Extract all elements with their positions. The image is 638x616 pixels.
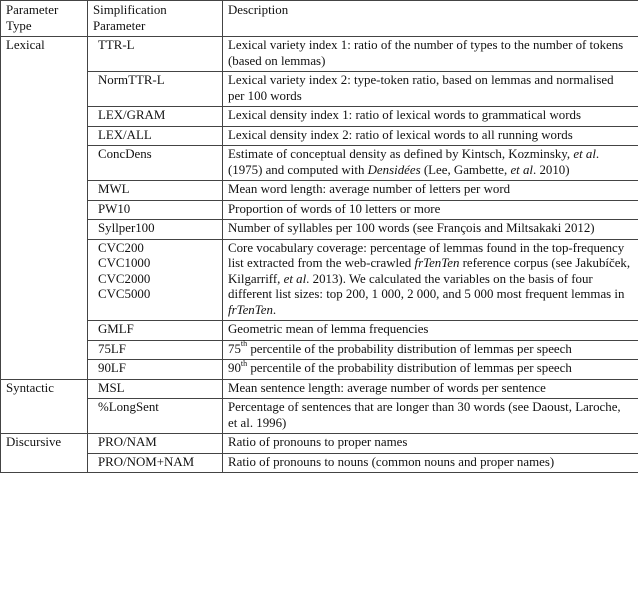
desc-italic: et al: [573, 147, 596, 161]
desc-text: Core vocabulary coverage: percentage of lemmas found in the top-frequency list extracted from the web-crawled: [228, 240, 625, 270]
desc-cell: [223, 239, 638, 321]
ordinal-suffix: th: [240, 339, 248, 349]
desc-cell: Lexical variety index 2: type-token ratio, based on lemmas and normalised per 100 words: [223, 72, 638, 107]
table-row: [1, 126, 638, 146]
param-cell: PRO/NAM: [88, 434, 223, 454]
param-cell: MWL: [88, 181, 223, 201]
header-simplification-parameter: Simplification Parameter: [88, 1, 223, 37]
desc-cell: Proportion of words of 10 letters or more: [223, 200, 638, 220]
table-row: [1, 181, 638, 201]
table-row: [1, 239, 638, 321]
table-row: [1, 220, 638, 240]
param-cell: NormTTR-L: [88, 72, 223, 107]
param-line: CVC2000: [98, 271, 151, 286]
param-line: CVC5000: [98, 287, 151, 301]
param-line: CVC200: [98, 240, 144, 255]
desc-text: reference corpus (see Jakubíček, Kilgarriff,: [228, 256, 631, 286]
desc-cell: Lexical density index 2: ratio of lexical words to all running words: [223, 126, 638, 146]
desc-text: . 2010): [533, 162, 570, 177]
desc-cell: Percentage of sentences that are longer than 30 words (see Daoust, Laroche, et al. 1996): [223, 399, 638, 434]
param-cell: LEX/GRAM: [88, 107, 223, 127]
param-cell: TTR-L: [88, 37, 223, 72]
param-cell: %LongSent: [88, 399, 223, 434]
header-row: [1, 1, 638, 37]
desc-cell: [223, 146, 638, 181]
table-row: [1, 200, 638, 220]
desc-cell: Lexical variety index 1: ratio of the number of types to the number of tokens (based on lemmas): [223, 37, 638, 72]
param-cell: GMLF: [88, 321, 223, 341]
table-row: [1, 107, 638, 127]
desc-text: 75: [228, 341, 241, 356]
ordinal-suffix: th: [240, 358, 248, 368]
desc-text: (Lee, Gambette,: [420, 162, 511, 177]
param-cell: PRO/NOM+NAM: [88, 453, 223, 473]
desc-italic: frTenTen: [414, 256, 460, 270]
desc-cell: Number of syllables per 100 words (see François and Miltsakaki 2012): [223, 220, 638, 240]
desc-text: . 2013). We calculated the variables on the basis of four different list sizes: top 200, 1 000, 2 000, and 5 000 most frequent lemmas in: [228, 271, 625, 301]
param-cell: Syllper100: [88, 220, 223, 240]
desc-cell: Geometric mean of lemma frequencies: [223, 321, 638, 341]
param-cell: 75LF: [88, 340, 223, 360]
desc-cell: Mean sentence length: average number of words per sentence: [223, 379, 638, 399]
table-row: [1, 453, 638, 473]
desc-text: percentile of the probability distribution of lemmas per speech: [247, 341, 572, 356]
table-row: [1, 72, 638, 107]
desc-text: Estimate of conceptual density as defined by Kintsch, Kozminsky,: [228, 147, 574, 161]
param-cell: [88, 239, 223, 321]
desc-cell: Ratio of pronouns to nouns (common nouns and proper names): [223, 453, 638, 473]
group-syntactic: Syntactic: [1, 379, 88, 434]
desc-text: . (1975) and computed with: [228, 147, 600, 177]
table-row: [1, 340, 638, 360]
desc-cell: [223, 340, 638, 360]
desc-text: 90: [228, 361, 241, 375]
group-discursive: Discursive: [1, 434, 88, 473]
table-row: [1, 321, 638, 341]
table-row: [1, 399, 638, 434]
desc-italic: frTenTen: [228, 302, 273, 317]
desc-cell: Lexical density index 1: ratio of lexical words to grammatical words: [223, 107, 638, 127]
param-cell: 90LF: [88, 360, 223, 380]
desc-italic: et al: [510, 162, 534, 177]
param-cell: MSL: [88, 379, 223, 399]
table-row: [1, 360, 638, 380]
desc-italic: Densidées: [367, 162, 421, 177]
header-parameter-type: Parameter Type: [1, 1, 88, 37]
desc-text: percentile of the probability distribution of lemmas per speech: [247, 361, 572, 375]
table-row: [1, 379, 638, 399]
table-row: [1, 146, 638, 181]
param-cell: ConcDens: [88, 146, 223, 181]
param-line: CVC1000: [98, 256, 151, 270]
group-lexical: Lexical: [1, 37, 88, 380]
desc-cell: Ratio of pronouns to proper names: [223, 434, 638, 454]
desc-text: .: [272, 302, 277, 317]
desc-italic: et al: [283, 271, 307, 286]
desc-cell: [223, 360, 638, 380]
header-description: Description: [223, 1, 638, 37]
param-cell: LEX/ALL: [88, 126, 223, 146]
param-cell: PW10: [88, 200, 223, 220]
table-row: [1, 434, 638, 454]
desc-cell: Mean word length: average number of letters per word: [223, 181, 638, 201]
table-row: [1, 37, 638, 72]
